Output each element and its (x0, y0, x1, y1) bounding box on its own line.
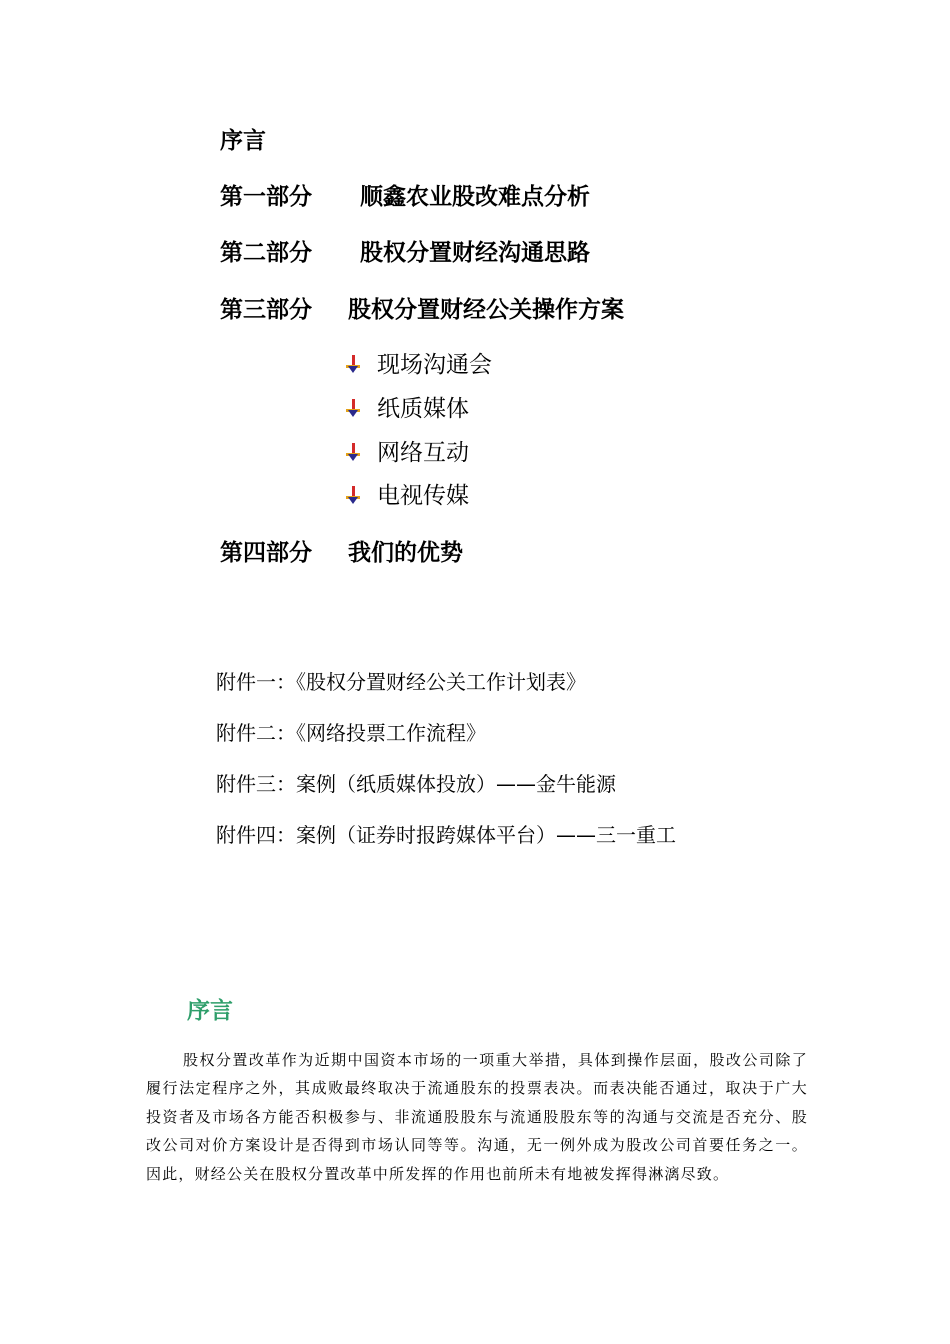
toc-part-4 (220, 538, 463, 568)
appendix-item: 附件二：《网络投票工作流程》 (216, 721, 486, 745)
toc-part-3 (220, 295, 624, 325)
appendix-item: 附件四：案例（证券时报跨媒体平台）——三一重工 (216, 823, 676, 847)
toc-part-title: 我们的优势 (348, 540, 463, 566)
arrow-down-bullet-icon (343, 442, 363, 462)
arrow-down-bullet-icon (343, 485, 363, 505)
toc-part-label: 第二部分 (220, 240, 312, 266)
toc-sub-item (343, 394, 469, 424)
toc-sub-item-label: 网络互动 (377, 440, 469, 466)
toc-part-label: 第四部分 (220, 540, 312, 566)
preface-body-paragraph: 股权分置改革作为近期中国资本市场的一项重大举措，具体到操作层面，股改公司除了履行法定程序之外，其成败最终取决于流通股东的投票表决。而表决能否通过，取决于广大投资者及市场各方能否积极参与、非流通股股东与流通股股东等的沟通与交流是否充分、股改公司对价方案设计是否得到市场认同等等。沟通，无一例外成为股改公司首要任务之一。因此，财经公关在股权分置改革中所发挥的作用也前所未有地被发挥得淋漓尽致。 (146, 1051, 808, 1183)
toc-part-title: 顺鑫农业股改难点分析 (360, 184, 590, 210)
arrow-down-bullet-icon (343, 354, 363, 374)
toc-sub-item (343, 350, 492, 380)
toc-sub-item-label: 电视传媒 (377, 483, 469, 509)
section-heading: 序言 (187, 998, 233, 1024)
appendix-item: 附件一：《股权分置财经公关工作计划表》 (216, 670, 586, 694)
arrow-down-bullet-icon (343, 398, 363, 418)
toc-sub-item (343, 438, 469, 468)
toc-part-title: 股权分置财经公关操作方案 (348, 297, 624, 323)
toc-part-label: 第一部分 (220, 184, 312, 210)
toc-sub-item-label: 现场沟通会 (377, 352, 492, 378)
toc-part-title: 股权分置财经沟通思路 (360, 240, 590, 266)
appendix-item: 附件三：案例（纸质媒体投放）——金牛能源 (216, 772, 616, 796)
toc-part-2 (220, 238, 590, 268)
toc-preface: 序言 (220, 128, 266, 154)
toc-sub-item (343, 481, 469, 511)
toc-sub-item-label: 纸质媒体 (377, 396, 469, 422)
toc-part-1 (220, 182, 590, 212)
toc-part-label: 第三部分 (220, 297, 312, 323)
